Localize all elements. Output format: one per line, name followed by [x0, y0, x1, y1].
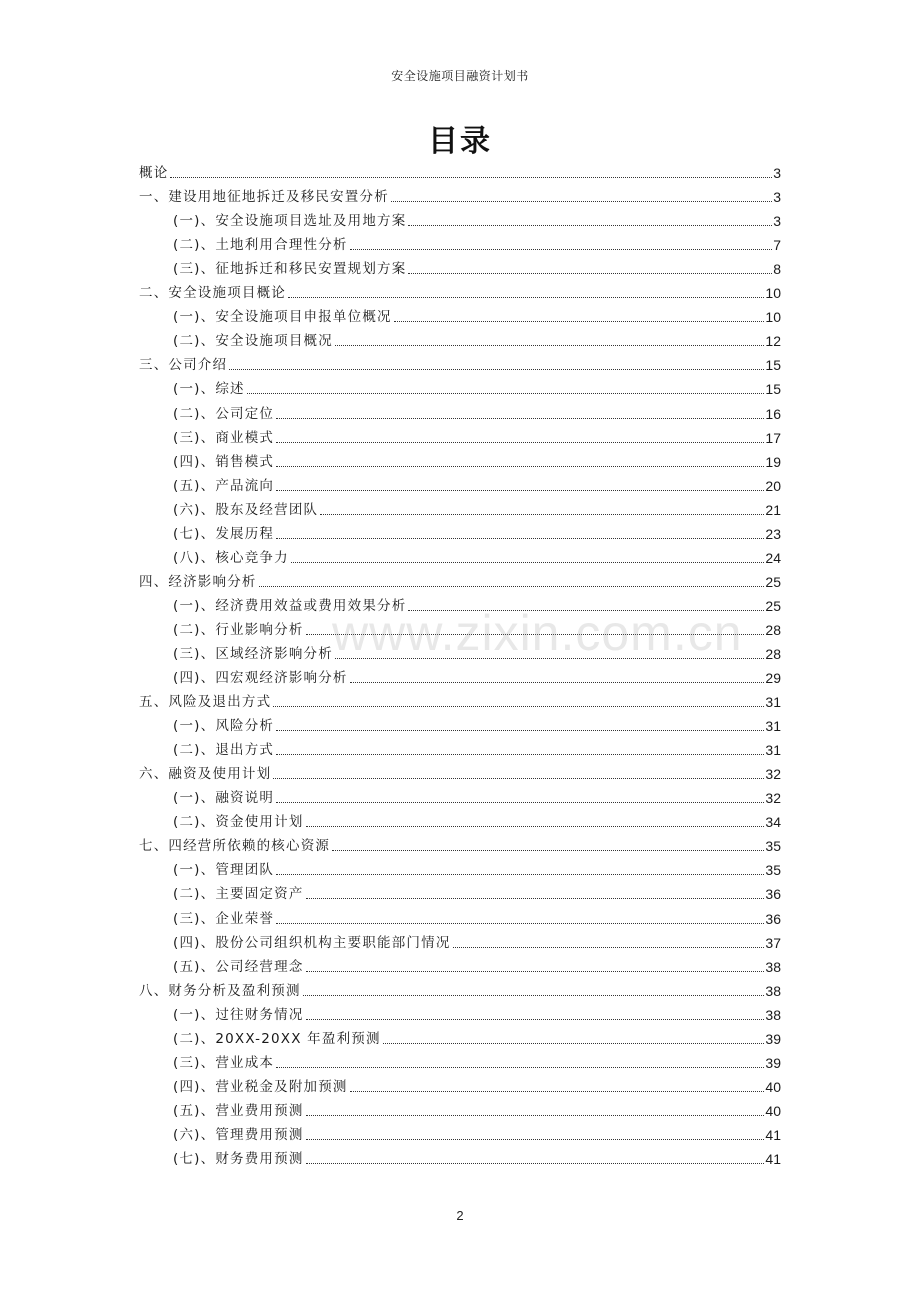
- toc-subsection-entry[interactable]: [139, 955, 781, 979]
- toc-entry-page-number: 28: [765, 645, 781, 662]
- toc-section-entry[interactable]: [139, 161, 781, 185]
- toc-subsection-entry[interactable]: [139, 642, 781, 666]
- toc-entry-label: (五)、营业费用预测: [173, 1102, 304, 1119]
- toc-subsection-entry[interactable]: [139, 546, 781, 570]
- toc-entry-page-number: 32: [765, 766, 781, 783]
- toc-entry-page-number: 3: [773, 213, 781, 230]
- toc-entry-page-number: 10: [765, 285, 781, 302]
- toc-entry-page-number: 38: [765, 1006, 781, 1023]
- toc-dot-leader: [276, 922, 764, 924]
- toc-dot-leader: [288, 296, 764, 298]
- toc-dot-leader: [332, 849, 764, 851]
- toc-entry-label: (五)、公司经营理念: [173, 958, 304, 975]
- toc-entry-page-number: 31: [765, 694, 781, 711]
- toc-entry-page-number: 36: [765, 886, 781, 903]
- toc-entry-page-number: 10: [765, 309, 781, 326]
- toc-subsection-entry[interactable]: [139, 474, 781, 498]
- toc-entry-label: (二)、资金使用计划: [173, 814, 304, 831]
- toc-entry-label: 五、风险及退出方式: [139, 694, 272, 711]
- toc-dot-leader: [276, 417, 764, 419]
- toc-entry-page-number: 40: [765, 1102, 781, 1119]
- toc-entry-label: (一)、风险分析: [173, 718, 275, 735]
- toc-dot-leader: [320, 513, 764, 515]
- toc-subsection-entry[interactable]: [139, 426, 781, 450]
- toc-entry-page-number: 41: [765, 1126, 781, 1143]
- toc-subsection-entry[interactable]: [139, 714, 781, 738]
- toc-entry-page-number: 34: [765, 814, 781, 831]
- toc-subsection-entry[interactable]: [139, 1099, 781, 1123]
- toc-entry-label: (一)、综述: [173, 381, 245, 398]
- toc-dot-leader: [276, 441, 764, 443]
- toc-subsection-entry[interactable]: [139, 1123, 781, 1147]
- toc-list: [139, 161, 781, 1171]
- toc-entry-page-number: 36: [765, 910, 781, 927]
- toc-subsection-entry[interactable]: [139, 618, 781, 642]
- toc-dot-leader: [247, 392, 765, 394]
- toc-dot-leader: [291, 561, 765, 563]
- toc-subsection-entry[interactable]: [139, 1051, 781, 1075]
- toc-dot-leader: [276, 729, 764, 731]
- toc-entry-label: (六)、管理费用预测: [173, 1126, 304, 1143]
- toc-entry-label: (二)、安全设施项目概况: [173, 333, 333, 350]
- toc-section-entry[interactable]: [139, 690, 781, 714]
- toc-dot-leader: [408, 272, 772, 274]
- toc-dot-leader: [276, 537, 764, 539]
- toc-dot-leader: [350, 248, 773, 250]
- toc-entry-label: (一)、过往财务情况: [173, 1006, 304, 1023]
- toc-entry-label: (四)、股份公司组织机构主要职能部门情况: [173, 934, 451, 951]
- toc-section-entry[interactable]: [139, 834, 781, 858]
- toc-section-entry[interactable]: [139, 762, 781, 786]
- toc-dot-leader: [306, 970, 765, 972]
- toc-section-entry[interactable]: [139, 979, 781, 1003]
- toc-subsection-entry[interactable]: [139, 209, 781, 233]
- toc-entry-label: (六)、股东及经营团队: [173, 501, 319, 518]
- toc-entry-page-number: 15: [765, 357, 781, 374]
- toc-subsection-entry[interactable]: [139, 882, 781, 906]
- toc-dot-leader: [350, 1090, 765, 1092]
- toc-entry-label: (三)、企业荣誉: [173, 910, 275, 927]
- toc-entry-label: (三)、区域经济影响分析: [173, 645, 333, 662]
- toc-dot-leader: [170, 176, 772, 178]
- toc-section-entry[interactable]: [139, 185, 781, 209]
- toc-entry-page-number: 41: [765, 1150, 781, 1167]
- toc-entry-page-number: 25: [765, 597, 781, 614]
- toc-subsection-entry[interactable]: [139, 906, 781, 930]
- toc-dot-leader: [306, 1162, 765, 1164]
- toc-section-entry[interactable]: [139, 570, 781, 594]
- toc-entry-label: 六、融资及使用计划: [139, 766, 272, 783]
- toc-dot-leader: [306, 1018, 765, 1020]
- toc-entry-page-number: 23: [765, 525, 781, 542]
- toc-entry-page-number: 32: [765, 790, 781, 807]
- toc-entry-label: 八、财务分析及盈利预测: [139, 982, 301, 999]
- toc-dot-leader: [391, 200, 772, 202]
- toc-entry-label: (八)、核心竞争力: [173, 549, 289, 566]
- toc-subsection-entry[interactable]: [139, 377, 781, 401]
- toc-entry-page-number: 28: [765, 621, 781, 638]
- toc-entry-label: (二)、公司定位: [173, 405, 275, 422]
- toc-dot-leader: [276, 801, 764, 803]
- toc-entry-page-number: 40: [765, 1078, 781, 1095]
- toc-dot-leader: [306, 825, 765, 827]
- watermark: www.zixin.com.cn: [332, 605, 743, 661]
- toc-entry-label: (三)、征地拆迁和移民安置规划方案: [173, 261, 407, 278]
- toc-entry-label: (二)、退出方式: [173, 742, 275, 759]
- toc-dot-leader: [276, 753, 764, 755]
- toc-dot-leader: [335, 657, 764, 659]
- toc-subsection-entry[interactable]: [139, 858, 781, 882]
- toc-entry-page-number: 16: [765, 405, 781, 422]
- toc-subsection-entry[interactable]: [139, 666, 781, 690]
- toc-entry-page-number: 31: [765, 742, 781, 759]
- toc-entry-label: (五)、产品流向: [173, 477, 275, 494]
- toc-entry-page-number: 7: [773, 237, 781, 254]
- toc-entry-page-number: 35: [765, 838, 781, 855]
- toc-subsection-entry[interactable]: [139, 1003, 781, 1027]
- toc-dot-leader: [408, 609, 764, 611]
- toc-dot-leader: [276, 1066, 764, 1068]
- toc-subsection-entry[interactable]: [139, 931, 781, 955]
- toc-entry-page-number: 38: [765, 958, 781, 975]
- toc-entry-page-number: 39: [765, 1054, 781, 1071]
- toc-dot-leader: [273, 705, 764, 707]
- toc-dot-leader: [273, 777, 764, 779]
- toc-subsection-entry[interactable]: [139, 594, 781, 618]
- toc-entry-label: 三、公司介绍: [139, 357, 228, 374]
- toc-entry-page-number: 29: [765, 670, 781, 687]
- toc-dot-leader: [276, 873, 764, 875]
- toc-subsection-entry[interactable]: [139, 738, 781, 762]
- toc-subsection-entry[interactable]: [139, 786, 781, 810]
- toc-dot-leader: [383, 1042, 765, 1044]
- toc-entry-label: (二)、主要固定资产: [173, 886, 304, 903]
- toc-entry-label: (一)、安全设施项目申报单位概况: [173, 309, 392, 326]
- toc-dot-leader: [306, 1138, 765, 1140]
- toc-dot-leader: [303, 994, 765, 996]
- toc-entry-label: (二)、土地利用合理性分析: [173, 237, 348, 254]
- toc-entry-label: (三)、营业成本: [173, 1054, 275, 1071]
- toc-subsection-entry[interactable]: [139, 1027, 781, 1051]
- toc-entry-page-number: 24: [765, 549, 781, 566]
- toc-title: 目录: [428, 124, 492, 159]
- toc-entry-label: (一)、经济费用效益或费用效果分析: [173, 597, 407, 614]
- toc-dot-leader: [408, 224, 772, 226]
- toc-subsection-entry[interactable]: [139, 498, 781, 522]
- toc-entry-label: 概论: [139, 165, 169, 182]
- toc-entry-page-number: 12: [765, 333, 781, 350]
- toc-subsection-entry[interactable]: [139, 233, 781, 257]
- toc-subsection-entry[interactable]: [139, 401, 781, 425]
- toc-dot-leader: [453, 946, 765, 948]
- toc-entry-label: (四)、营业税金及附加预测: [173, 1078, 348, 1095]
- toc-entry-label: (三)、商业模式: [173, 429, 275, 446]
- toc-entry-page-number: 3: [773, 189, 781, 206]
- toc-entry-page-number: 31: [765, 718, 781, 735]
- toc-entry-page-number: 35: [765, 862, 781, 879]
- page-number: 2: [456, 1208, 464, 1223]
- toc-dot-leader: [306, 633, 765, 635]
- toc-entry-page-number: 15: [765, 381, 781, 398]
- toc-entry-page-number: 17: [765, 429, 781, 446]
- toc-entry-label: (七)、财务费用预测: [173, 1150, 304, 1167]
- toc-subsection-entry[interactable]: [139, 522, 781, 546]
- toc-entry-page-number: 20: [765, 477, 781, 494]
- toc-dot-leader: [335, 344, 764, 346]
- toc-entry-label: 一、建设用地征地拆迁及移民安置分析: [139, 189, 389, 206]
- toc-entry-label: (二)、20XX-20XX 年盈利预测: [173, 1030, 381, 1047]
- toc-dot-leader: [350, 681, 765, 683]
- toc-subsection-entry[interactable]: [139, 257, 781, 281]
- toc-dot-leader: [276, 465, 764, 467]
- toc-subsection-entry[interactable]: [139, 1147, 781, 1171]
- toc-entry-page-number: 19: [765, 453, 781, 470]
- toc-entry-page-number: 21: [765, 501, 781, 518]
- toc-entry-label: (四)、四宏观经济影响分析: [173, 670, 348, 687]
- toc-dot-leader: [229, 368, 764, 370]
- toc-entry-label: (二)、行业影响分析: [173, 621, 304, 638]
- toc-entry-label: 四、经济影响分析: [139, 573, 257, 590]
- toc-dot-leader: [394, 320, 765, 322]
- toc-dot-leader: [259, 585, 765, 587]
- toc-entry-page-number: 37: [765, 934, 781, 951]
- toc-entry-page-number: 38: [765, 982, 781, 999]
- toc-dot-leader: [276, 489, 764, 491]
- toc-entry-page-number: 8: [773, 261, 781, 278]
- page-header: 安全设施项目融资计划书: [391, 69, 529, 83]
- toc-entry-label: (一)、融资说明: [173, 790, 275, 807]
- toc-dot-leader: [306, 897, 765, 899]
- toc-entry-page-number: 39: [765, 1030, 781, 1047]
- toc-subsection-entry[interactable]: [139, 329, 781, 353]
- toc-entry-page-number: 25: [765, 573, 781, 590]
- toc-entry-label: (四)、销售模式: [173, 453, 275, 470]
- toc-subsection-entry[interactable]: [139, 1075, 781, 1099]
- toc-dot-leader: [306, 1114, 765, 1116]
- toc-subsection-entry[interactable]: [139, 305, 781, 329]
- toc-subsection-entry[interactable]: [139, 450, 781, 474]
- toc-entry-page-number: 3: [773, 165, 781, 182]
- toc-entry-label: 七、四经营所依赖的核心资源: [139, 838, 331, 855]
- toc-subsection-entry[interactable]: [139, 810, 781, 834]
- toc-entry-label: (一)、管理团队: [173, 862, 275, 879]
- toc-section-entry[interactable]: [139, 281, 781, 305]
- toc-entry-label: (七)、发展历程: [173, 525, 275, 542]
- toc-entry-label: (一)、安全设施项目选址及用地方案: [173, 213, 407, 230]
- toc-section-entry[interactable]: [139, 353, 781, 377]
- toc-entry-label: 二、安全设施项目概论: [139, 285, 286, 302]
